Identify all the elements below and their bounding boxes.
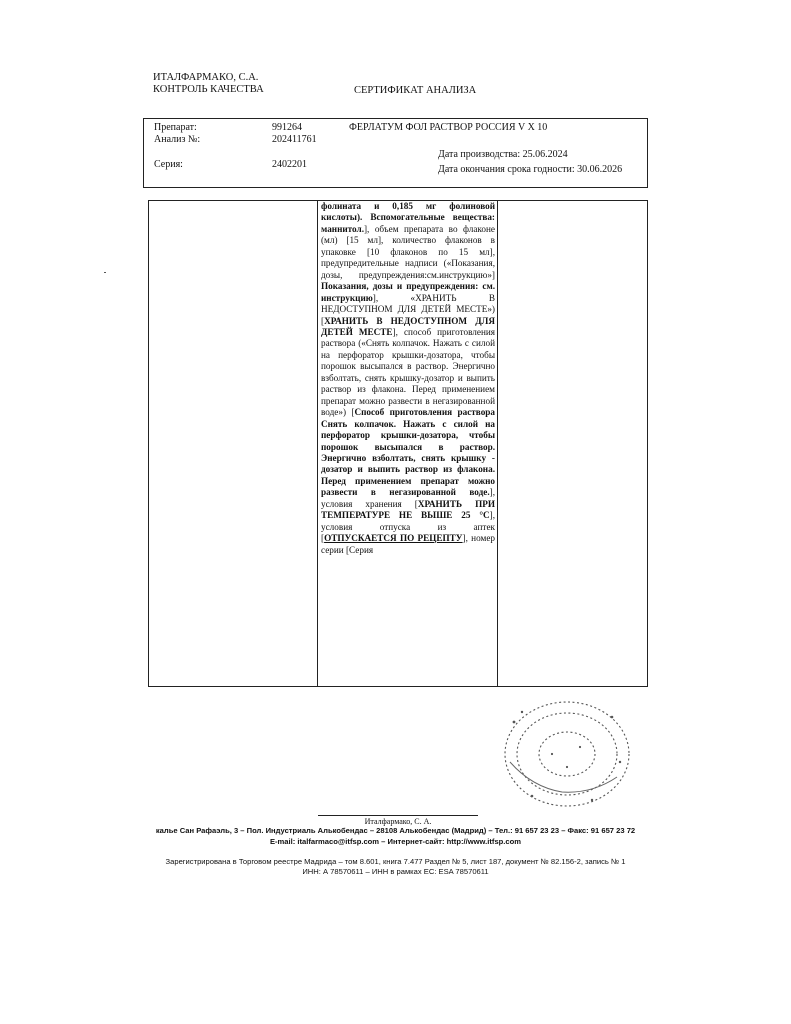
text-bold-3: Показания, дозы и предупреждения: см. инструкцию [321, 281, 495, 303]
analysis-number: 202411761 [272, 134, 317, 145]
text-plain-2: ], «ХРАНИТЬ В НЕДОСТУПНОМ ДЛЯ ДЕТЕЙ МЕСТЕ») [ [321, 292, 495, 326]
product-header-box [143, 118, 648, 188]
text-bold-5: Способ приготовления раствора Снять колпачок. Нажать с силой на перфоратор крышки-дозатора, чтобы порошок высыпался в раствор. Энергично взболтать, снять крышку - дозатор и выпить раствор из флакона. Перед применением препарат можно развести в негазированной воде. [321, 407, 495, 498]
text-plain-5: ], условия отпуска из аптек [ [321, 510, 495, 544]
company-name: ИТАЛФАРМАКО, С.А. [153, 72, 259, 83]
text-bold-6: ХРАНИТЬ ПРИ ТЕМПЕРАТУРЕ НЕ ВЫШЕ 25 °С [321, 498, 495, 521]
scan-speck [104, 272, 106, 273]
table-bottom-border [148, 686, 648, 687]
document-title: СЕРТИФИКАТ АНАЛИЗА [354, 85, 477, 96]
series-number: 2402201 [272, 159, 307, 170]
text-bold-2: Вспомогательные вещества: маннитол. [321, 212, 495, 234]
expiry-date: Дата окончания срока годности: 30.06.2026 [438, 164, 623, 175]
quality-control-label: КОНТРОЛЬ КАЧЕСТВА [153, 84, 264, 95]
text-plain-1: ], объем препарата во флаконе (мл) [15 мл], количество флаконов в упаковке [10 флаконов по 15 мл], предупредительные надписи («Показания, дозы, предупреждения:см.инструкцию»] [321, 223, 495, 280]
table-right-border [647, 200, 648, 686]
company-stamp [492, 692, 642, 817]
text-bold-4: ХРАНИТЬ В НЕДОСТУПНОМ ДЛЯ ДЕТЕЙ МЕСТЕ [321, 315, 495, 337]
footer-address: калье Сан Рафаэль, 3 – Пол. Индустриаль Алькобендас – 28108 Алькобендас (Мадрид) – Тел.: 91 657 23 23 – Факс: 91 657 23 72 [155, 826, 636, 835]
footer-company: Италфармако, С. А. [318, 815, 478, 826]
text-plain-4: ], условия хранения [ [321, 487, 495, 509]
column-divider-right [497, 200, 498, 686]
product-name: ФЕРЛАТУМ ФОЛ РАСТВОР РОССИЯ V X 10 [349, 122, 548, 133]
table-left-border [148, 200, 149, 686]
text-plain-6: ], номер серии [Серия [321, 533, 495, 555]
text-bold-7: ОТПУСКАЕТСЯ ПО РЕЦЕПТУ [324, 533, 463, 544]
column-divider-left [317, 200, 318, 686]
text-plain-3: ], способ приготовления раствора («Снять колпачок. Нажать с силой на перфоратор крышки-дозатора, чтобы порошок высыпался в раствор. Энергично взболтать, снять крышку-дозатор и выпить раствор из флакона. Перед применением препарат можно развести в негазированной воде») [ [321, 326, 495, 418]
product-code: 991264 [272, 122, 302, 133]
footer-tax-id: ИНН: А 78570611 – ИНН в рамках ЕС: ESA 78570611 [302, 867, 489, 876]
production-date: Дата производства: 25.06.2024 [438, 149, 568, 160]
footer-registry: Зарегистрирована в Торговом реестре Мадрида – том 8.601, книга 7.477 Раздел № 5, лист 187, документ № 82.156-2, запись № 1 [165, 857, 626, 866]
footer-contacts: E-mail: italfarmaco@itfsp.com – Интернет-сайт: http://www.itfsp.com [269, 837, 522, 846]
product-label: Препарат: [154, 122, 197, 133]
analysis-label: Анализ №: [154, 134, 201, 145]
series-label: Серия: [154, 159, 183, 170]
label-text-cell [321, 201, 495, 685]
text-bold-1: фолината и 0,185 мг фолиновой кислоты). [321, 201, 495, 223]
company-block [153, 72, 264, 96]
